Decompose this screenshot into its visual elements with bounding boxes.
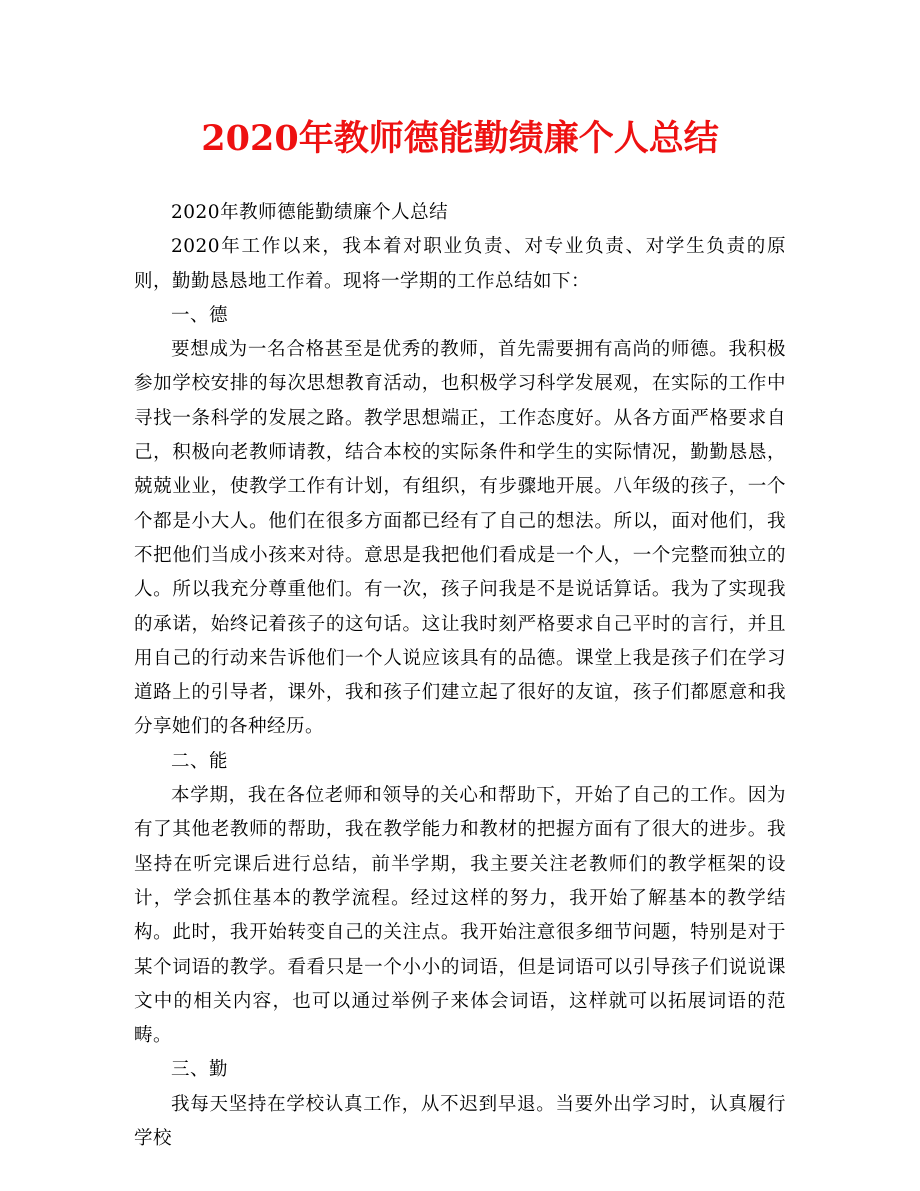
paragraph-de: 要想成为一名合格甚至是优秀的教师，首先需要拥有高尚的师德。我积极参加学校安排的每次思想教育活动，也积极学习科学发展观，在实际的工作中寻找一条科学的发展之路。教学思想端正，工作态度好。从各方面严格要求自己，积极向老教师请教，结合本校的实际条件和学生的实际情况，勤勤恳恳，兢兢业业，使教学工作有计划，有组织，有步骤地开展。八年级的孩子，一个个都是小大人。他们在很多方面都已经有了自己的想法。所以，面对他们，我不把他们当成小孩来对待。意思是我把他们看成是一个人，一个完整而独立的人。所以我充分尊重他们。有一次，孩子问我是不是说话算话。我为了实现我的承诺，始终记着孩子的这句话。这让我时刻严格要求自己平时的言行，并且用自己的行动来告诉他们一个人说应该具有的品德。课堂上我是孩子们在学习道路上的引导者，课外，我和孩子们建立起了很好的友谊，孩子们都愿意和我分享她们的各种经历。 [134, 339, 786, 738]
paragraph-qin: 我每天坚持在学校认真工作，从不迟到早退。当要外出学习时，认真履行学校 [134, 1093, 786, 1150]
section-heading-neng: 二、能 [171, 750, 229, 772]
document-title: 2020年教师德能勤绩廉个人总结 [201, 118, 719, 159]
paragraph-repeated-title: 2020年教师德能勤绩廉个人总结 [171, 202, 449, 223]
document-body [134, 196, 786, 1156]
section-heading-de: 一、德 [171, 304, 229, 326]
section-heading-qin: 三、勤 [171, 1059, 229, 1081]
paragraph-neng: 本学期，我在各位老师和领导的关心和帮助下，开始了自己的工作。因为有了其他老教师的帮助，我在教学能力和教材的把握方面有了很大的进步。我坚持在听完课后进行总结，前半学期，我主要关注老教师们的教学框架的设计，学会抓住基本的教学流程。经过这样的努力，我开始了解基本的教学结构。此时，我开始转变自己的关注点。我开始注意很多细节问题，特别是对于某个词语的教学。看看只是一个小小的词语，但是词语可以引导孩子们说说课文中的相关内容，也可以通过举例子来体会词语，这样就可以拓展词语的范畴。 [134, 785, 786, 1047]
paragraph-intro: 2020年工作以来，我本着对职业负责、对专业负责、对学生负责的原则，勤勤恳恳地工作着。现将一学期的工作总结如下： [134, 236, 786, 292]
